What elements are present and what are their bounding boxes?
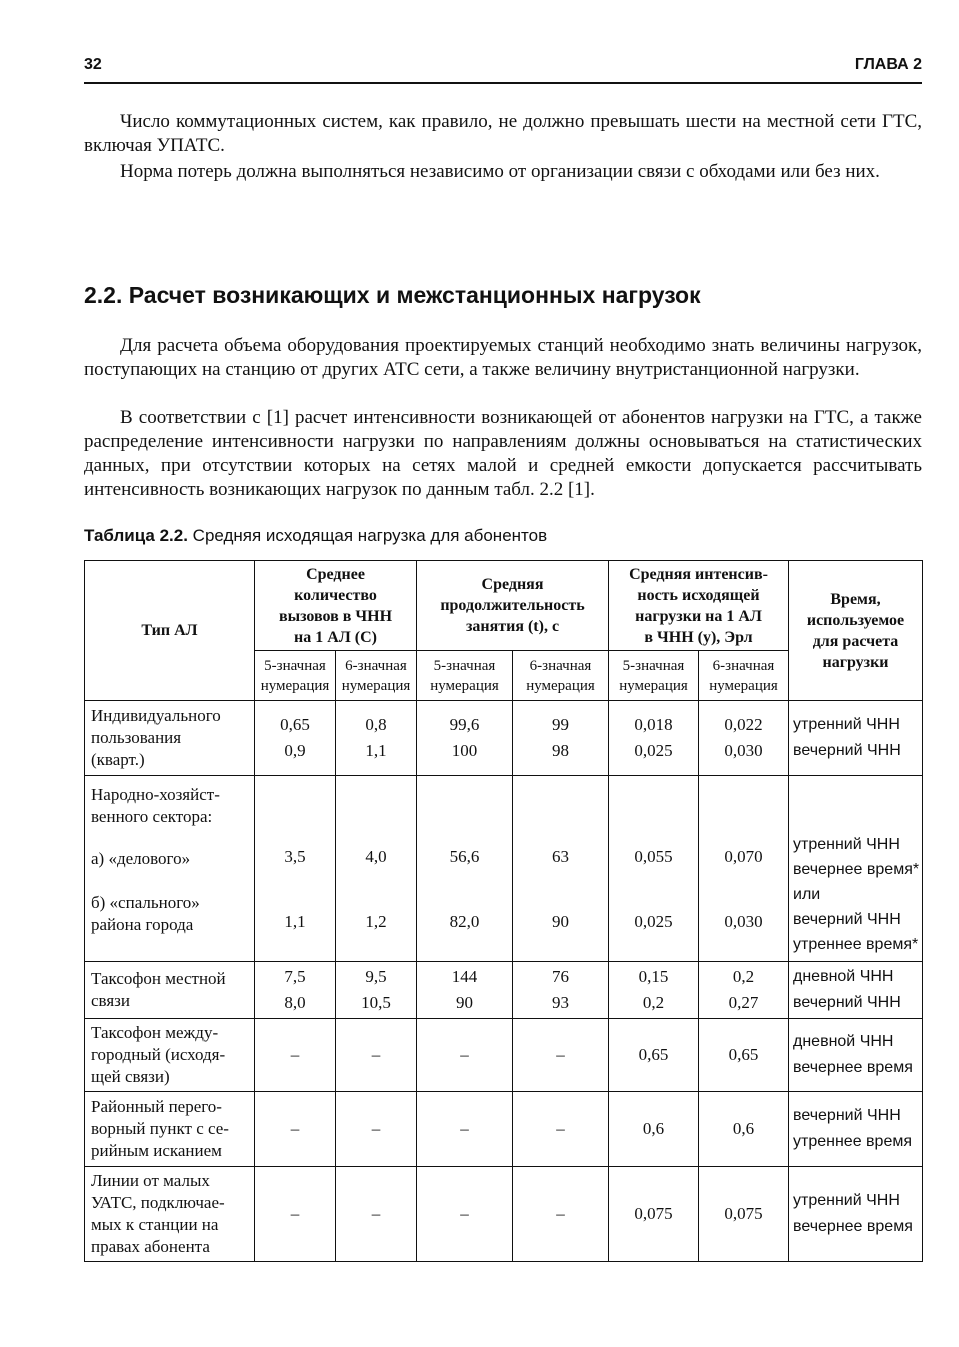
cell-duration-5: 56,6 82,0 <box>417 776 513 962</box>
subheader-5digit: 5-значная нумерация <box>255 651 336 701</box>
cell-calls-6: 4,0 1,2 <box>336 776 417 962</box>
subheader-6digit: 6-значная нумерация <box>699 651 789 701</box>
cell-time: вечерний ЧНН утреннее время <box>789 1092 923 1167</box>
cell-intensity-6: 0,2 0,27 <box>699 962 789 1019</box>
subheader-5digit: 5-значная нумерация <box>417 651 513 701</box>
table-row <box>85 776 923 962</box>
cell-calls-5: – <box>255 1092 336 1167</box>
body-paragraph-1: Для расчета объема оборудования проектируемых станций необходимо знать величины нагрузок, поступающих на станцию от других АТС сети, а также величину внутристанционной нагрузки. <box>84 335 922 380</box>
chapter-label: ГЛАВА 2 <box>854 56 922 73</box>
header-type: Тип АЛ <box>85 561 255 701</box>
header-calls: Среднее количество вызовов в ЧНН на 1 АЛ (С) <box>255 561 417 651</box>
table-row <box>85 1019 923 1092</box>
cell-calls-6: – <box>336 1167 417 1262</box>
load-table <box>84 560 923 1262</box>
cell-duration-6: – <box>513 1019 609 1092</box>
subheader-6digit: 6-значная нумерация <box>336 651 417 701</box>
page-header <box>84 52 922 84</box>
cell-intensity-5: 0,018 0,025 <box>609 701 699 776</box>
table-caption <box>84 526 547 546</box>
subheader-6digit: 6-значная нумерация <box>513 651 609 701</box>
row-type: Районный перего- ворный пункт с се- рийным исканием <box>85 1092 255 1167</box>
cell-calls-6: – <box>336 1092 417 1167</box>
cell-intensity-5: 0,65 <box>609 1019 699 1092</box>
cell-intensity-6: 0,075 <box>699 1167 789 1262</box>
cell-intensity-6: 0,022 0,030 <box>699 701 789 776</box>
intro-paragraph-2: Норма потерь должна выполняться независимо от организации связи с обходами или без них. <box>120 161 880 182</box>
cell-time: утренний ЧНН вечернее время <box>789 1167 923 1262</box>
table-row <box>85 1167 923 1262</box>
cell-intensity-5: 0,055 0,025 <box>609 776 699 962</box>
cell-calls-6: 0,8 1,1 <box>336 701 417 776</box>
cell-calls-5: 7,5 8,0 <box>255 962 336 1019</box>
table-caption-text: Средняя исходящая нагрузка для абонентов <box>192 526 548 545</box>
cell-time: дневной ЧНН вечернее время <box>789 1019 923 1092</box>
cell-intensity-6: 0,6 <box>699 1092 789 1167</box>
body-paragraph-2: В соответствии с [1] расчет интенсивности возникающей от абонентов нагрузки на ГТС, а также распределение интенсивности нагрузки по направлениям должны основываться на статистических данных, при отсутствии которых на сетях малой и средней емкости допускается рассчитывать интенсивность возникающих нагрузок по данным табл. 2.2 [1]. <box>84 407 922 500</box>
cell-intensity-6: 0,65 <box>699 1019 789 1092</box>
header-time: Время, используемое для расчета нагрузки <box>789 561 923 701</box>
cell-intensity-5: 0,075 <box>609 1167 699 1262</box>
table-row <box>85 701 923 776</box>
cell-calls-5: 3,5 1,1 <box>255 776 336 962</box>
cell-calls-5: 0,65 0,9 <box>255 701 336 776</box>
table-row <box>85 1092 923 1167</box>
row-type: Таксофон между- городный (исходя- щей связи) <box>85 1019 255 1092</box>
row-type: Народно-хозяйст- венного сектора: а) «делового» б) «спального» района города <box>85 776 255 962</box>
cell-duration-5: 99,6 100 <box>417 701 513 776</box>
cell-duration-5: 144 90 <box>417 962 513 1019</box>
header-intensity: Средняя интенсив- ность исходящей нагрузки на 1 АЛ в ЧНН (y), Эрл <box>609 561 789 651</box>
cell-intensity-5: 0,15 0,2 <box>609 962 699 1019</box>
cell-duration-5: – <box>417 1019 513 1092</box>
page-number: 32 <box>84 56 102 73</box>
cell-time: утренний ЧНН вечернее время* или вечерний ЧНН утреннее время* <box>789 776 923 962</box>
cell-time: утренний ЧНН вечерний ЧНН <box>789 701 923 776</box>
cell-duration-6: – <box>513 1092 609 1167</box>
cell-intensity-6: 0,070 0,030 <box>699 776 789 962</box>
cell-duration-6: – <box>513 1167 609 1262</box>
row-type: Индивидуального пользования (кварт.) <box>85 701 255 776</box>
cell-calls-6: – <box>336 1019 417 1092</box>
cell-calls-5: – <box>255 1167 336 1262</box>
intro-paragraph-1: Число коммутационных систем, как правило, не должно превышать шести на местной сети ГТС, включая УПАТС. <box>84 111 922 156</box>
subheader-5digit: 5-значная нумерация <box>609 651 699 701</box>
cell-intensity-5: 0,6 <box>609 1092 699 1167</box>
cell-duration-5: – <box>417 1092 513 1167</box>
cell-calls-5: – <box>255 1019 336 1092</box>
cell-calls-6: 9,5 10,5 <box>336 962 417 1019</box>
row-type: Линии от малых УАТС, подключае- мых к станции на правах абонента <box>85 1167 255 1262</box>
cell-duration-6: 63 90 <box>513 776 609 962</box>
section-title: 2.2. Расчет возникающих и межстанционных нагрузок <box>84 282 701 308</box>
cell-duration-6: 76 93 <box>513 962 609 1019</box>
header-duration: Средняя продолжительность занятия (t), с <box>417 561 609 651</box>
cell-duration-6: 99 98 <box>513 701 609 776</box>
cell-time: дневной ЧНН вечерний ЧНН <box>789 962 923 1019</box>
table-caption-label: Таблица 2.2. <box>84 526 188 545</box>
cell-duration-5: – <box>417 1167 513 1262</box>
row-type: Таксофон местной связи <box>85 962 255 1019</box>
table-row <box>85 962 923 1019</box>
